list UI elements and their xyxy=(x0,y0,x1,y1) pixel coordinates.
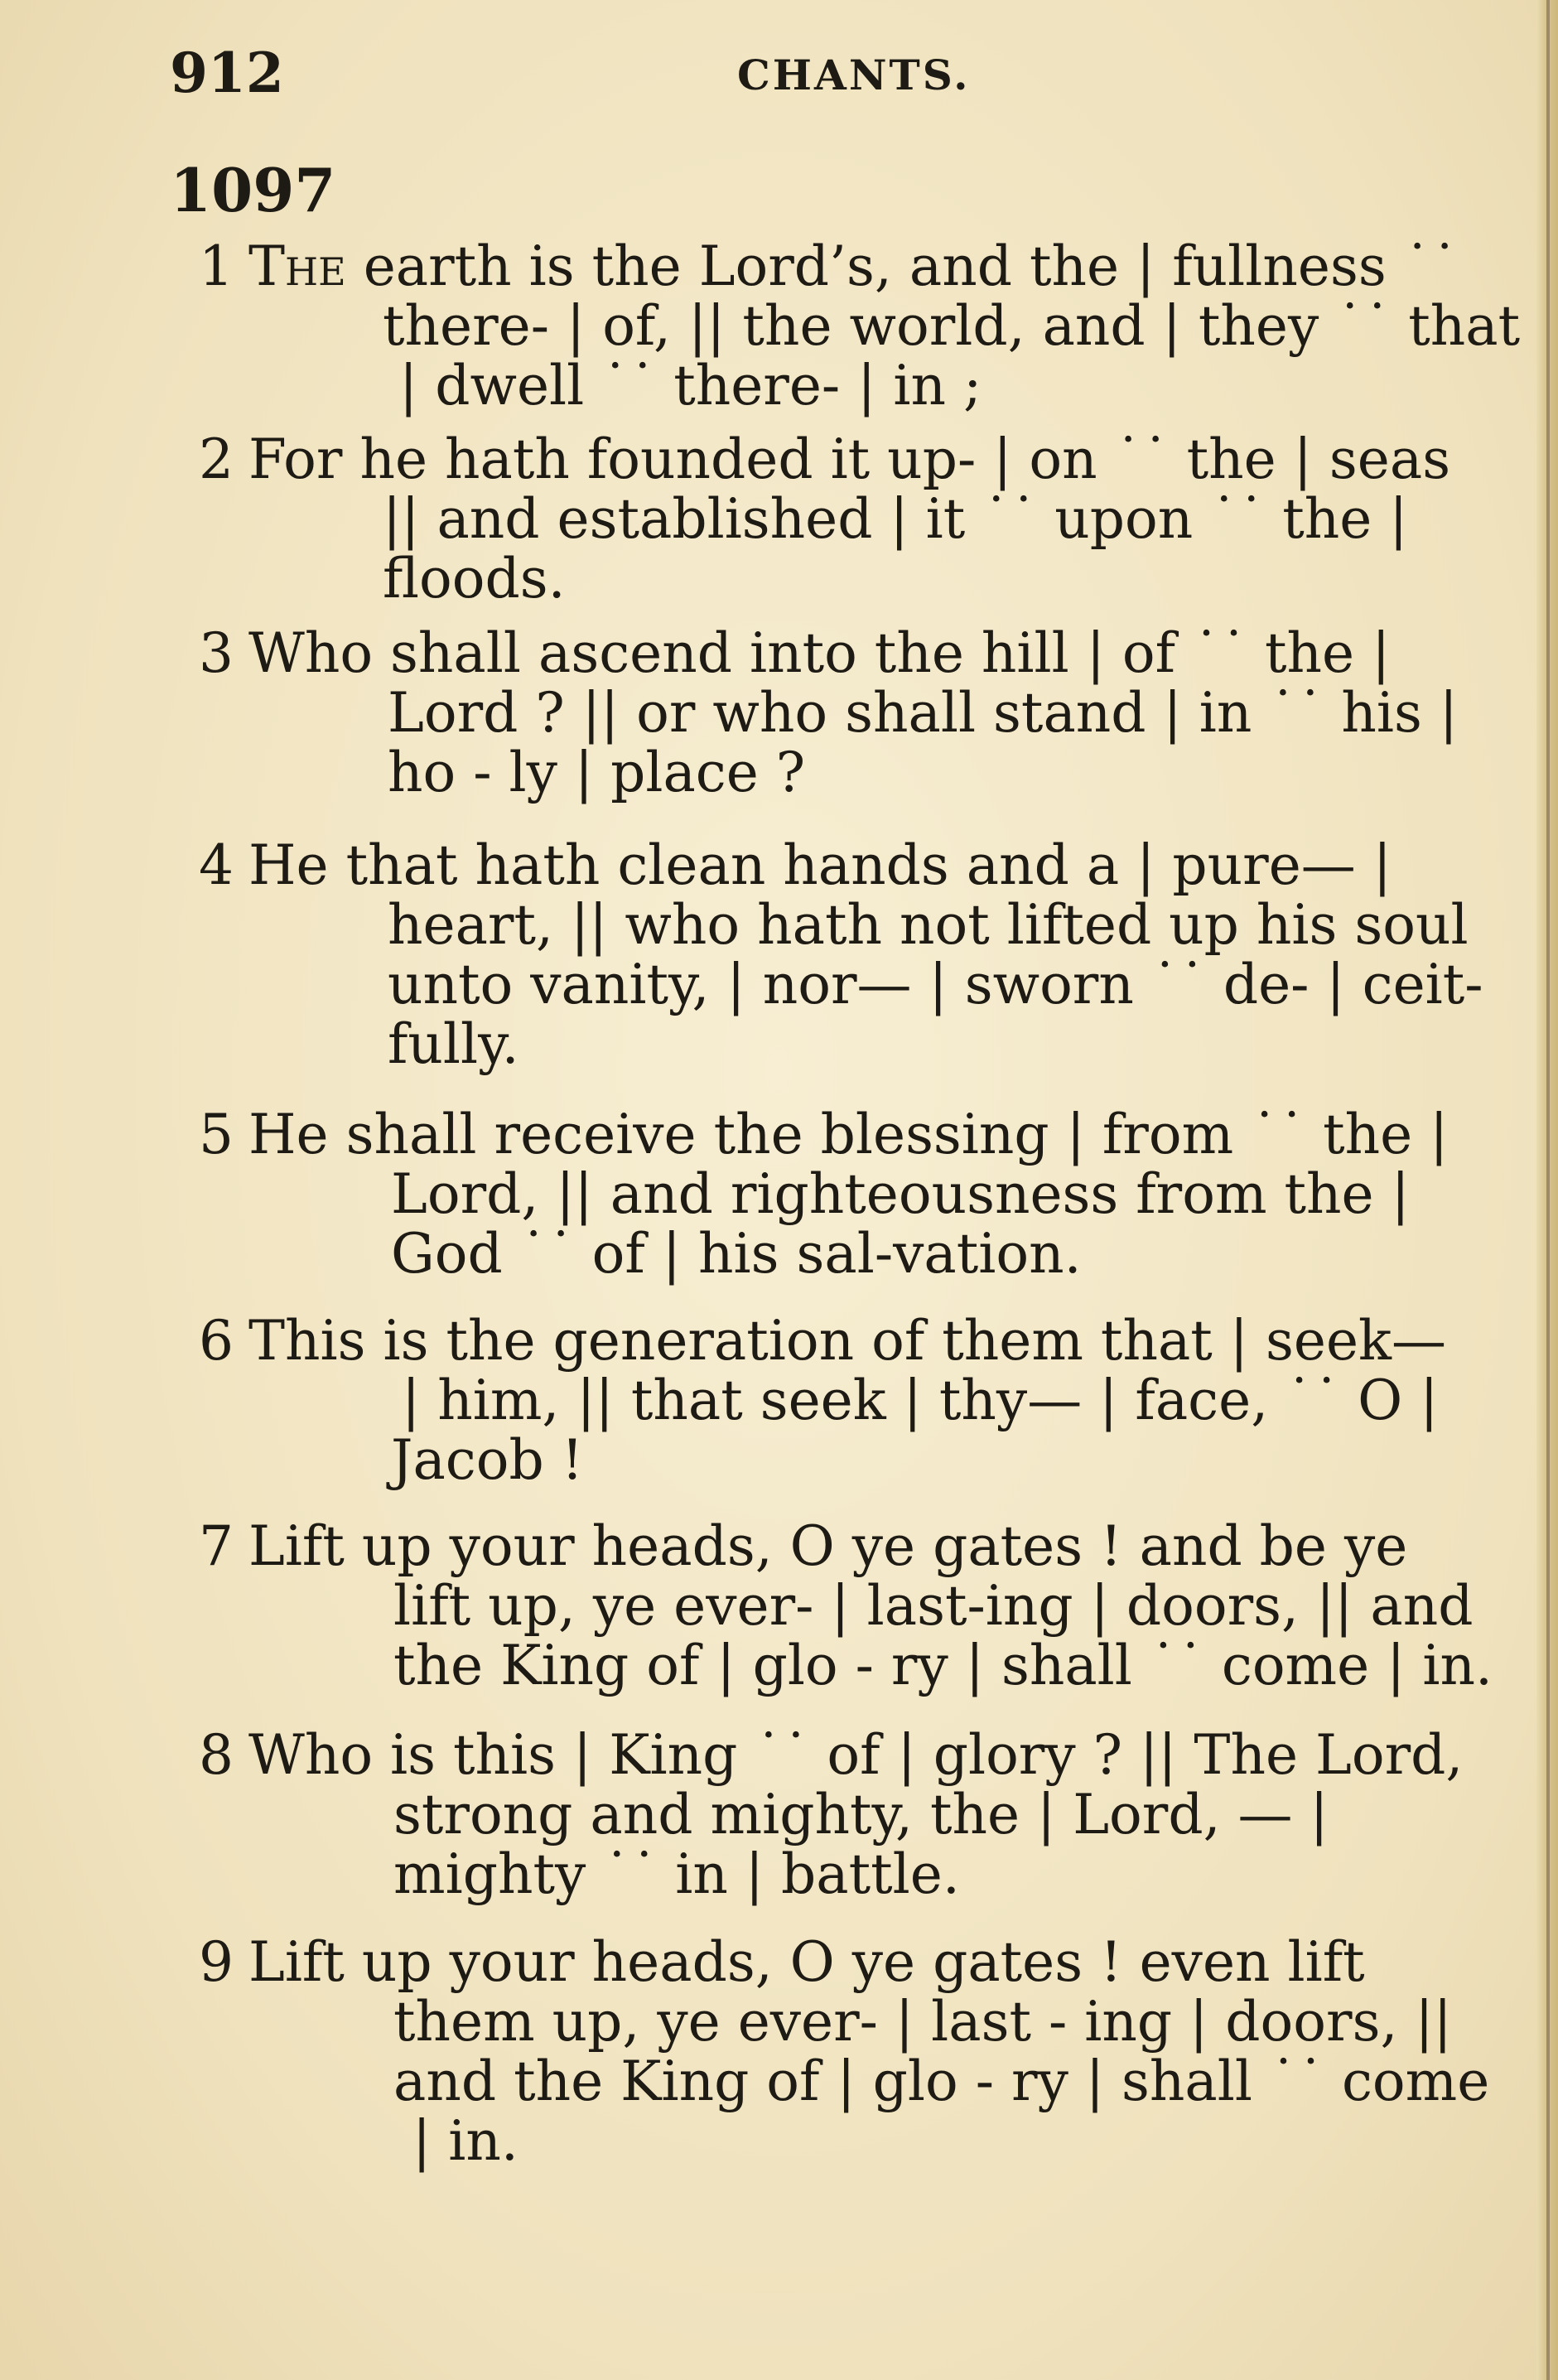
verse-line xyxy=(199,623,1390,684)
verse-number: 5 xyxy=(199,1103,234,1166)
verse-number: 6 xyxy=(199,1309,234,1373)
verse-line: floods. xyxy=(383,547,566,611)
verse-line-text: He shall receive the blessing | from ˙˙ the | xyxy=(248,1103,1449,1166)
verse-line: there- | of, || the world, and | they ˙˙ that xyxy=(383,294,1521,358)
page-number: 912 xyxy=(170,41,284,105)
verse-line: unto vanity, | nor— | sworn ˙˙ de- | ceit- xyxy=(388,953,1483,1016)
verse-line: lift up, ye ever- | last-ing | doors, || and xyxy=(393,1574,1474,1638)
verse-line: mighty ˙˙ in | battle. xyxy=(393,1842,960,1906)
verse-line xyxy=(199,1932,1365,1993)
verse-line: Lord ? || or who shall stand | in ˙˙ his | xyxy=(388,681,1459,745)
verse-line xyxy=(199,1311,1446,1372)
verse-line: | dwell ˙˙ there- | in ; xyxy=(399,354,982,418)
verse-line xyxy=(199,429,1450,490)
verse-line: the King of | glo - ry | shall ˙˙ come | in. xyxy=(393,1634,1493,1697)
verse-line xyxy=(199,1104,1448,1166)
running-head: CHANTS. xyxy=(737,51,971,99)
chant-number: 1097 xyxy=(170,155,336,225)
verse-line: strong and mighty, the | Lord, — | xyxy=(393,1783,1329,1847)
verse-line: || and established | it ˙˙ upon ˙˙ the | xyxy=(383,487,1408,551)
verse-line: them up, ye ever- | last - ing | doors, || xyxy=(393,1990,1452,2054)
verse-number: 9 xyxy=(199,1930,234,1994)
verse-line-text: For he hath founded it up- | on ˙˙ the | seas xyxy=(248,427,1451,491)
verse-line-text: earth is the Lord’s, and the | fullness ˙˙ xyxy=(345,234,1459,298)
verse-line: | him, || that seek | thy— | face, ˙˙ O | xyxy=(402,1369,1439,1432)
verse-number: 1 xyxy=(199,234,234,298)
verse-line: Lord, || and righteousness from the | xyxy=(391,1162,1410,1226)
verse-line-text: Lift up your heads, O ye gates ! and be ye xyxy=(248,1514,1408,1578)
verse-line-text: Who shall ascend into the hill | of ˙˙ the | xyxy=(248,621,1391,685)
verse-line-text: This is the generation of them that | seek— xyxy=(248,1309,1447,1373)
verse-line xyxy=(199,835,1392,896)
verse-line: fully. xyxy=(388,1012,519,1076)
verse-line xyxy=(199,236,1459,297)
verse-lead-word: The xyxy=(248,234,346,298)
verse-line-text: Lift up your heads, O ye gates ! even lift xyxy=(248,1930,1365,1994)
verse-line: God ˙˙ of | his sal-vation. xyxy=(391,1222,1082,1286)
verse-line: Jacob ! xyxy=(391,1428,584,1492)
verse-line-text: Who is this | King ˙˙ of | glory ? || The Lord, xyxy=(248,1723,1464,1787)
verse-line-text: He that hath clean hands and a | pure— | xyxy=(248,833,1392,897)
verse-number: 4 xyxy=(199,833,234,897)
verse-line: ho - ly | place ? xyxy=(388,741,806,804)
verse-line xyxy=(199,1516,1407,1577)
verse-line xyxy=(199,1725,1463,1786)
verse-number: 2 xyxy=(199,427,234,491)
verse-line: and the King of | glo - ry | shall ˙˙ come xyxy=(393,2049,1490,2113)
verse-number: 3 xyxy=(199,621,234,685)
verse-line: heart, || who hath not lifted up his soul xyxy=(388,893,1469,957)
verse-line: | in. xyxy=(412,2109,519,2173)
verse-number: 8 xyxy=(199,1723,234,1787)
verse-number: 7 xyxy=(199,1514,234,1578)
